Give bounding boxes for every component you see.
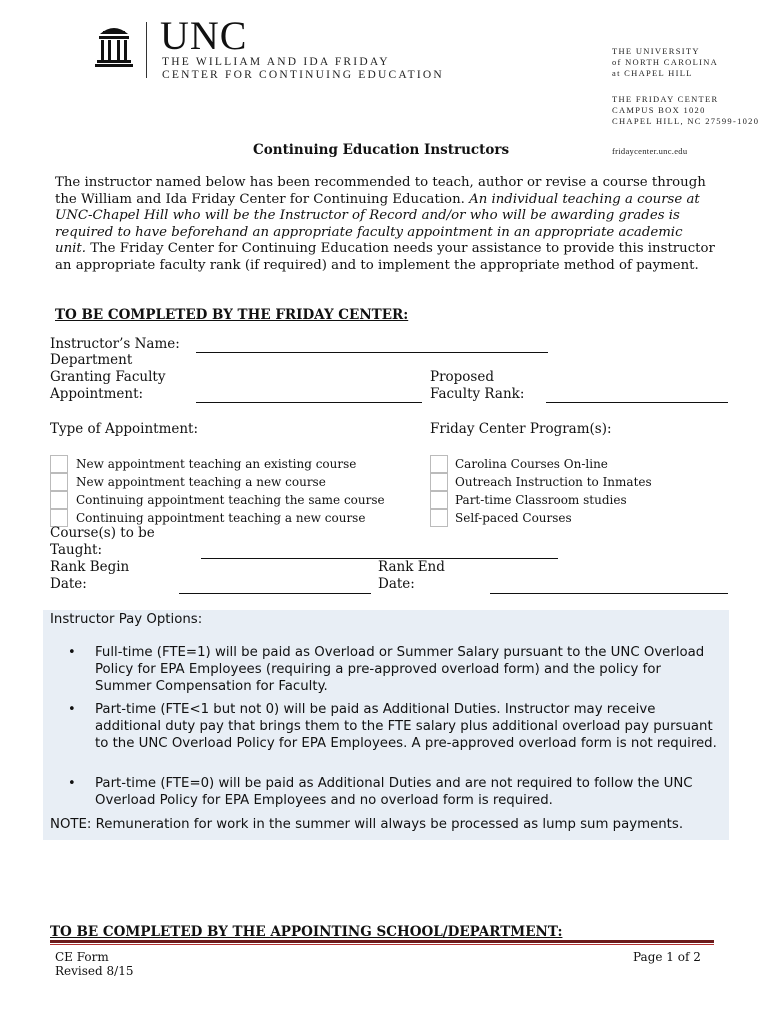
program-checkbox[interactable] <box>430 473 448 491</box>
footer-form-info <box>55 950 133 978</box>
pay-option-item: Part-time (FTE=0) will be paid as Additional Duties and are not required to follow the UNC Overload Policy for EPA Employees and no overload form is required. <box>95 776 693 808</box>
proposed-rank-label <box>430 369 524 403</box>
program-checkbox[interactable] <box>430 491 448 509</box>
program-label: Friday Center Program(s): <box>430 421 612 437</box>
appointment-option: New appointment teaching a new course <box>76 475 326 489</box>
rank-begin-label <box>50 559 129 593</box>
address-line: CAMPUS BOX 1020 <box>612 105 706 115</box>
pay-options-heading: Instructor Pay Options: <box>50 612 203 627</box>
program-option: Part-time Classroom studies <box>455 493 627 507</box>
department-field[interactable] <box>196 402 422 403</box>
appointment-type-label: Type of Appointment: <box>50 421 199 437</box>
appointment-checkbox[interactable] <box>50 491 68 509</box>
intro-text: The Friday Center for Continuing Education needs your assistance to provide this instructor an appropriate faculty rank (if required) and to implement the appropriate method of payment. <box>55 241 715 273</box>
website: fridaycenter.unc.edu <box>612 146 688 156</box>
instructor-name-field[interactable] <box>196 352 548 353</box>
department-label-line: Granting Faculty <box>50 369 166 385</box>
univ-line: THE UNIVERSITY <box>612 46 700 56</box>
appointment-option: Continuing appointment teaching a new course <box>76 511 366 525</box>
department-label-line: Department <box>50 352 133 368</box>
rank-begin-label-line: Date: <box>50 576 87 592</box>
footer-rule-dark <box>50 940 714 943</box>
pay-note: NOTE: Remuneration for work in the summer will always be processed as lump sum payments. <box>50 817 684 832</box>
bullet-icon: • <box>68 702 76 717</box>
rank-end-label <box>378 559 445 593</box>
instructor-name-label: Instructor’s Name: <box>50 336 180 352</box>
courses-label <box>50 525 155 559</box>
pay-option-item: Part-time (FTE<1 but not 0) will be paid as Additional Duties. Instructor may receive additional duty pay that brings them to the FTE salary plus additional overload pay pursuant to the UNC Overload Policy for EPA Employees. A pre-approved overload form is not required. <box>95 702 717 751</box>
appointment-checkbox[interactable] <box>50 455 68 473</box>
center-name <box>162 56 444 82</box>
courses-label-line: Taught: <box>50 542 103 558</box>
rank-end-field[interactable] <box>490 593 728 594</box>
proposed-rank-field[interactable] <box>546 402 728 403</box>
appointment-checkbox[interactable] <box>50 473 68 491</box>
address-line: CHAPEL HILL, NC 27599-1020 <box>612 116 760 126</box>
appointment-option: Continuing appointment teaching the same course <box>76 493 385 507</box>
friday-center-section-heading: TO BE COMPLETED BY THE FRIDAY CENTER: <box>55 307 409 323</box>
program-checkbox[interactable] <box>430 455 448 473</box>
pay-option-item: Full-time (FTE=1) will be paid as Overload or Summer Salary pursuant to the UNC Overload Policy for EPA Employees (requiring a pre-approved overload form) and the policy for Summer Compensation for Faculty. <box>95 645 705 694</box>
center-name-line1: THE WILLIAM AND IDA FRIDAY <box>162 56 390 68</box>
address-block <box>612 94 759 127</box>
rank-begin-label-line: Rank Begin <box>50 559 130 575</box>
bullet-icon: • <box>68 776 76 791</box>
intro-paragraph <box>55 175 715 274</box>
univ-line: of NORTH CAROLINA <box>612 57 719 67</box>
header-divider <box>146 22 147 78</box>
university-name <box>612 46 718 79</box>
footer-revised: Revised 8/15 <box>55 964 134 978</box>
program-option: Carolina Courses On-line <box>455 457 608 471</box>
address-line: THE FRIDAY CENTER <box>612 94 719 104</box>
rank-end-label-line: Rank End <box>378 559 445 575</box>
center-name-line2: CENTER FOR CONTINUING EDUCATION <box>162 69 444 81</box>
footer-form-name: CE Form <box>55 950 109 964</box>
bullet-icon: • <box>68 645 76 660</box>
univ-line: at CHAPEL HILL <box>612 68 693 78</box>
program-option: Outreach Instruction to Inmates <box>455 475 652 489</box>
footer-rule-light <box>50 944 714 945</box>
unc-wordmark: UNC <box>160 13 248 58</box>
form-title: Continuing Education Instructors <box>253 142 510 158</box>
program-option: Self-paced Courses <box>455 511 572 525</box>
department-label-line: Appointment: <box>50 386 144 402</box>
courses-label-line: Course(s) to be <box>50 525 155 541</box>
rank-begin-field[interactable] <box>179 593 371 594</box>
intro-italic-text: An individual teaching a course at UNC-Chapel Hill who will be the Instructor of Record and/or who will be awarding grades is required to have beforehand an appropriate faculty appointment in an appropriate academic unit. <box>55 191 700 256</box>
old-well-logo <box>94 22 134 68</box>
proposed-rank-label-line: Faculty Rank: <box>430 386 525 402</box>
department-label <box>50 352 165 403</box>
rank-end-label-line: Date: <box>378 576 415 592</box>
page-number: Page 1 of 2 <box>633 950 701 964</box>
program-checkbox[interactable] <box>430 509 448 527</box>
proposed-rank-label-line: Proposed <box>430 369 494 385</box>
department-section-heading: TO BE COMPLETED BY THE APPOINTING SCHOOL/DEPARTMENT: <box>50 924 563 940</box>
appointment-option: New appointment teaching an existing course <box>76 457 357 471</box>
intro-text: The instructor named below has been recommended to teach, author or revise a course through the William and Ida Friday Center for Continuing Education. <box>55 175 706 207</box>
